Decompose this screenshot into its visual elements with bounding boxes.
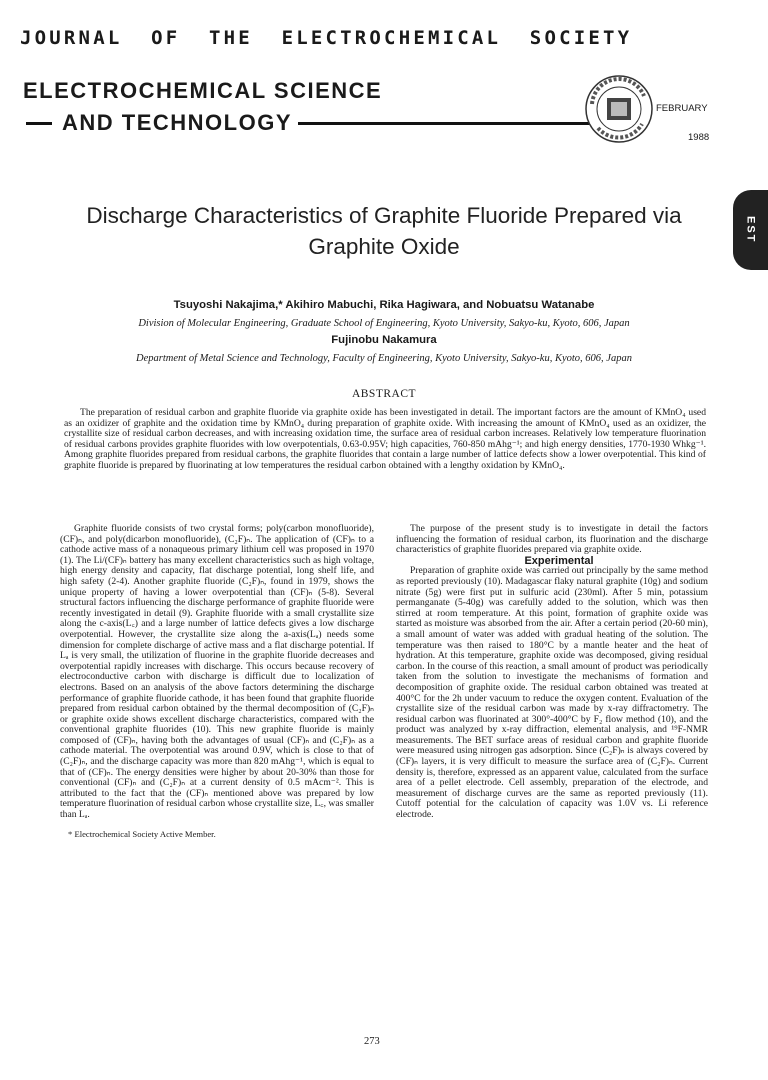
left-column	[60, 524, 374, 839]
article-title: Discharge Characteristics of Graphite Fluoride Prepared via Graphite Oxide	[86, 203, 682, 259]
purpose-paragraph: The purpose of the present study is to investigate in detail the factors influencing the formation of residual carbon, its fluorination and the discharge characteristics of graphite fluorides prepared via graphite oxide.	[396, 523, 708, 556]
issue-month: FEBRUARY	[656, 103, 708, 114]
section-title-text: AND TECHNOLOGY	[62, 110, 292, 135]
abstract-heading: ABSTRACT	[351, 388, 417, 400]
affiliation-1: Division of Molecular Engineering, Graduate School of Engineering, Kyoto University, Sakyo-ku, Kyoto, 606, Japan	[138, 318, 630, 329]
footnote: * Electrochemical Society Active Member.	[68, 828, 216, 839]
page-number: 273	[364, 1036, 380, 1047]
experimental-heading: Experimental	[524, 554, 594, 567]
section-rule	[298, 122, 598, 125]
side-tab-badge: EST	[733, 190, 768, 270]
journal-name: JOURNAL OF THE ELECTROCHEMICAL SOCIETY	[20, 27, 633, 49]
author-second-group: Fujinobu Nakamura	[331, 334, 437, 346]
author-list: Tsuyoshi Nakajima,* Akihiro Mabuchi, Rika Hagiwara, and Nobuatsu Watanabe	[173, 299, 595, 311]
abstract-text: The preparation of residual carbon and graphite fluoride via graphite oxide has been investigated in detail. The important factors are the amount of KMnO₄ used as an oxidizer of graphite and the oxidation time by KMnO₄ during preparation of graphite oxide. With increasing the amount of KMnO₄ used as an oxidizer, the crystallite size of residual carbon decreases, and with increasing oxidation time, the surface area of residual carbon increases. Relatively low temperature fluorination of residual carbons provides graphite fluorides with low overpotentials, 0.63-0.95V; high capacities, 760-850 mAhg⁻¹; and high energy densities, 1770-1930 Whkg⁻¹. Among graphite fluorides prepared from residual carbons, the graphite fluorides that contain a large number of lattice defects show a lower overpotential. This kind of graphite fluoride is prepared by fluorinating at low temperatures the residual carbon obtained with a lengthy oxidation by KMnO₄.	[64, 407, 706, 471]
affiliation-2: Department of Metal Science and Technology, Faculty of Engineering, Kyoto University, Sakyo-ku, Kyoto, 606, Japan	[136, 353, 632, 364]
society-seal-logo	[584, 74, 654, 144]
section-title-line1: ELECTROCHEMICAL SCIENCE	[23, 78, 383, 103]
issue-year: 1988	[688, 132, 710, 143]
section-dash	[26, 122, 52, 125]
right-column	[396, 524, 708, 821]
intro-paragraph: Graphite fluoride consists of two crystal forms; poly(carbon monofluoride), (CF)ₙ, and poly(dicarbon monofluoride), (C₂F)ₙ. The application of (CF)ₙ to a cathode active mass of a nonaqueous primary lithium cell was proposed in 1970 (1). The Li/(CF)ₙ battery has many excellent characteristics such as high voltage, high energy density and capacity, flat discharge potential, long shelf life, and high safety (2-4). Another graphite fluoride (C₂F)ₙ, found in 1979, shows the unique property of having a lower overpotential than (CF)ₙ (5-8). Several structural factors influencing the discharge performance of graphite fluoride were recently investigated in detail (9). Graphite fluoride with a small crystallite size along the c-axis(L꜀) and a large number of lattice defects gives a low discharge overpotential. However, the crystallite size along the a-axis(Lₐ) needs some dimension for complete discharge of active mass and a flat discharge potential. If Lₐ is very small, the utilization of fluorine in the graphite fluoride decreases and overpotential rapidly increases with discharge. This occurs because recovery of electroconductive carbon with discharge is difficult due to localization of electrons. Based on an analysis of the above factors determining the discharge performance of graphite fluoride cathode, it has been found that graphite fluoride prepared from residual carbon obtained by the thermal decomposition of (C₂F)ₙ or graphite oxide shows excellent discharge characteristics, compared with the conventional graphite fluorides (10). This new graphite fluoride is mainly composed of (CF)ₙ, having both the advantages of usual (CF)ₙ and (C₂F)ₙ as a cathode material. The overpotential was around 0.9V, which is close to that of (C₂F)ₙ, and the discharge capacity was more than 820 mAhg⁻¹, which is equal to that of (CF)ₙ. The energy densities were higher by about 20-30% than those for conventional (CF)ₙ and (C₂F)ₙ at a current density of 0.5 mAcm⁻². This is attributed to the fact that the (CF)ₙ mentioned above was prepared by low temperature fluorination of residual carbon whose crystallite size, L꜀, was smaller than Lₐ.	[60, 523, 374, 821]
experimental-paragraph: Preparation of graphite oxide was carried out principally by the same method as reported previously (10). Madagascar flaky natural graphite (10g) and sodium nitrate (5g) were first put in sulfuric acid (230ml). After 5 min, potassium permanganate (5-40g) was carefully added to the solution, which was then stirred at room temperature. At this point, formation of graphite oxide was started as moisture was absorbed from the air. After a certain period (20-60 min), a small amount of water was added with gradual heating of the solution. The temperature was then raised to 180°C by a mantle heater and the heat of hydration. At this temperature, graphite oxide was decomposed, giving residual carbon. In the course of this reaction, a small amount of product was periodically taken from the solution to investigate the mechanisms of formation and decomposition of graphite oxide. The residual carbon obtained was treated at 400°C for the 2h under vacuum to reduce the oxygen content. Evaluation of the crystallite size of the residual carbon was made by x-ray diffractometry. The residual carbon was fluorinated at 300°-400°C by F₂ flow method (10), and the product was analyzed by x-ray diffraction, elemental analysis, and ¹⁹F-NMR measurements. The BET surface areas of residual carbon and graphite fluoride were measured using nitrogen gas adsorption. Since (C₂F)ₙ is always covered by (CF)ₙ layers, it is very difficult to measure the surface area of (C₂F)ₙ. Current density is, therefore, expressed as an apparent value, calculated from the surface area of a pellet electrode. Cell assembly, preparation of the electrode, and measurement of discharge curves are the same as reported previously (11). Cutoff potential for the calculation of capacity was 1.0V vs. Li reference electrode.	[396, 565, 708, 821]
